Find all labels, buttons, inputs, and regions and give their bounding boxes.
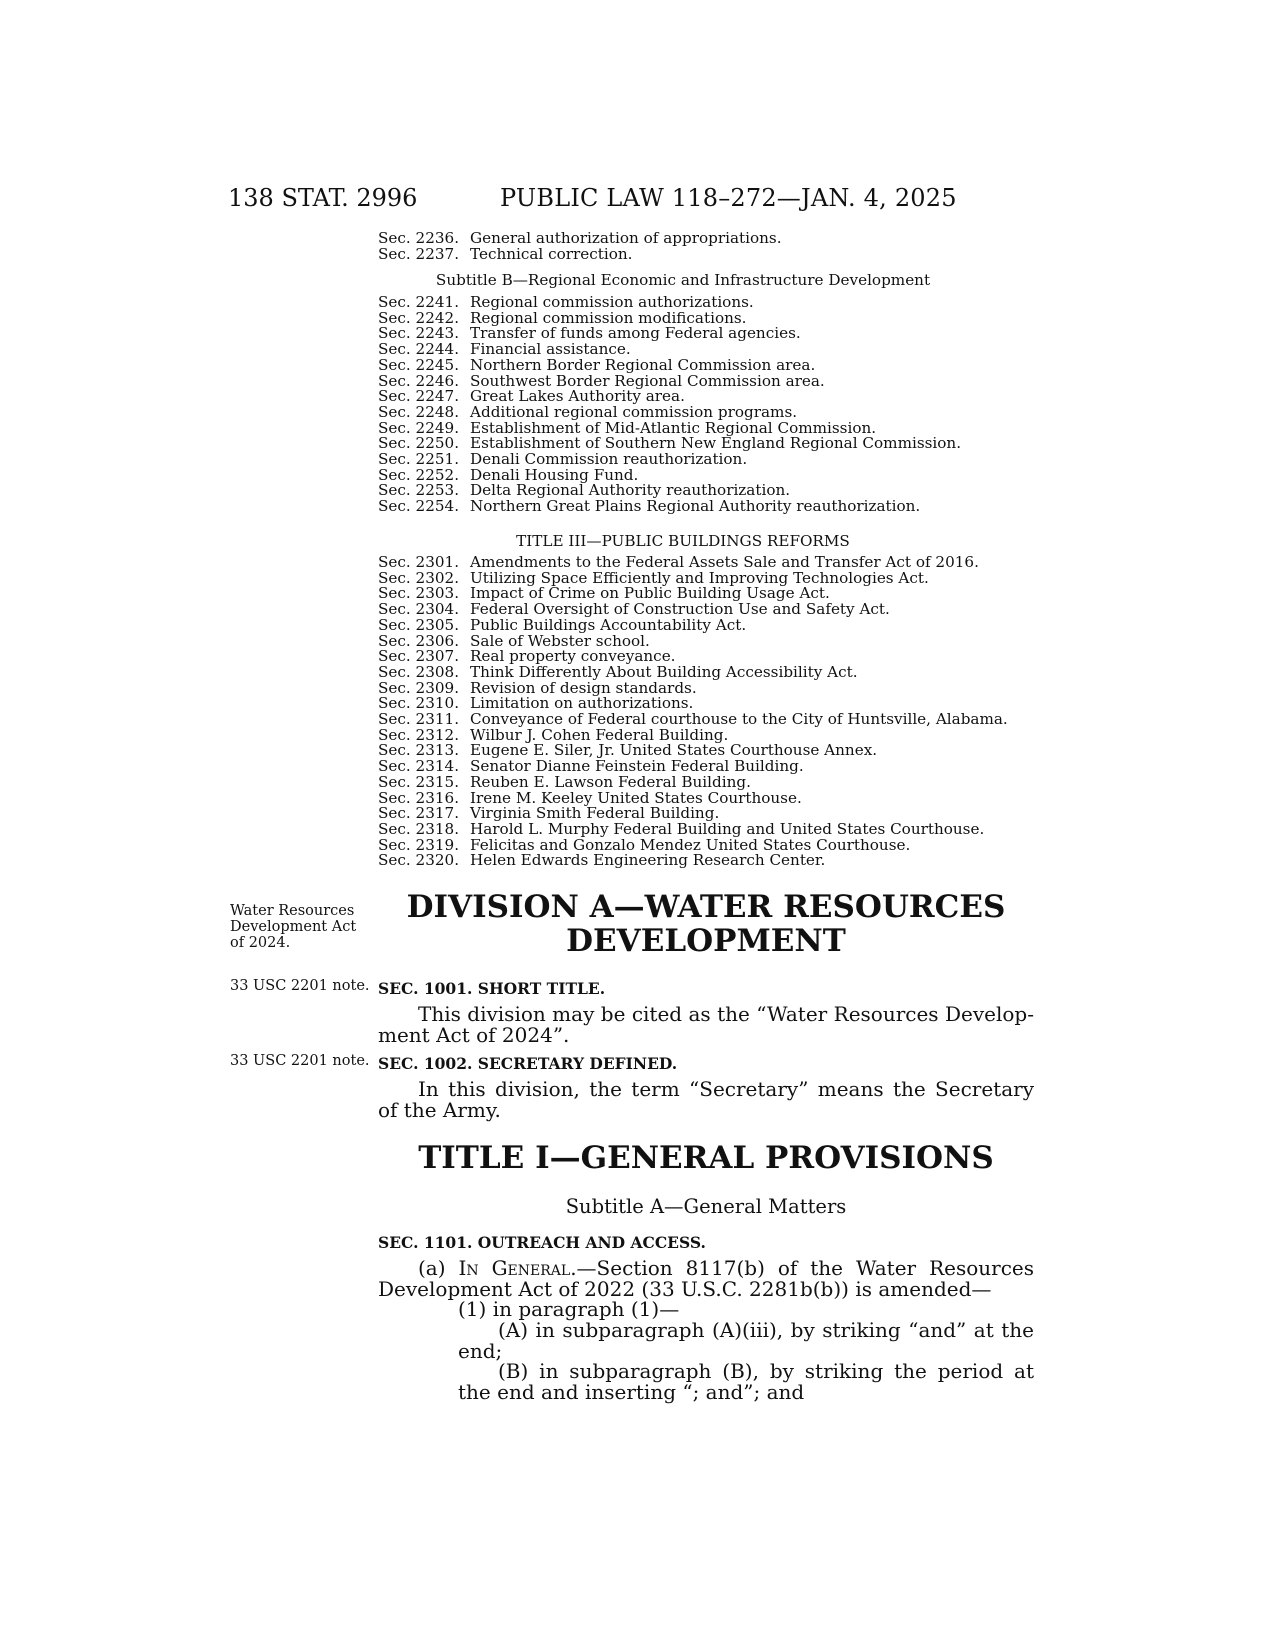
sec-1101-subsection-a (378, 1258, 1034, 1299)
toc-entry: Sec. 2248. Additional regional commission programs. (378, 402, 798, 421)
toc-entry: Sec. 2236. General authorization of appropriations. (378, 229, 782, 247)
toc-list-subtitle-b (378, 295, 1018, 515)
toc-entry: Sec. 2249. Establishment of Mid-Atlantic Regional Commission. (378, 418, 877, 437)
page-stat-citation: 138 STAT. 2996 (228, 184, 418, 212)
toc-entry: Sec. 2305. Public Buildings Accountability Act. (378, 615, 747, 634)
sec-1002-heading: SEC. 1002. SECRETARY DEFINED. (378, 1054, 678, 1073)
division-heading-line-1: DIVISION A—WATER RESOURCES (406, 889, 1006, 925)
toc-entry: Sec. 2320. Helen Edwards Engineering Research Center. (378, 851, 826, 870)
toc-entry: Sec. 2311. Conveyance of Federal courthouse to the City of Huntsville, Alabama. (378, 710, 1008, 729)
sec-1101-heading: SEC. 1101. OUTREACH AND ACCESS. (378, 1233, 706, 1252)
paragraph-1: (1) in paragraph (1)— (458, 1297, 680, 1321)
toc-entry: Sec. 2245. Northern Border Regional Commission area. (378, 355, 816, 374)
toc-entry: Sec. 2314. Senator Dianne Feinstein Federal Building. (378, 757, 804, 776)
toc-entry: Sec. 2317. Virginia Smith Federal Building. (378, 804, 720, 823)
margin-note-usc-1001: 33 USC 2201 note. (230, 978, 370, 994)
toc-entry: Sec. 2316. Irene M. Keeley United States Courthouse. (378, 788, 802, 807)
toc-entry: Sec. 2301. Amendments to the Federal Assets Sale and Transfer Act of 2016. (378, 553, 979, 571)
toc-entry: Sec. 2247. Great Lakes Authority area. (378, 387, 685, 406)
margin-note-usc-1002: 33 USC 2201 note. (230, 1053, 370, 1069)
sec-1002-text: In this division, the term “Secretary” means the Secretary of the Army. (378, 1077, 1034, 1122)
toc-entry: Sec. 2312. Wilbur J. Cohen Federal Building. (378, 725, 729, 744)
toc-entry: Sec. 2319. Felicitas and Gonzalo Mendez United States Courthouse. (378, 835, 911, 854)
toc-entry: Sec. 2303. Impact of Crime on Public Building Usage Act. (378, 584, 830, 603)
sec-1001-heading: SEC. 1001. SHORT TITLE. (378, 979, 606, 998)
subparagraph-a: (A) in subparagraph (A)(iii), by striking “and” at the end; (458, 1318, 1034, 1363)
subsection-a-marker: (a) (418, 1256, 446, 1280)
toc-entry: Sec. 2251. Denali Commission reauthorization. (378, 450, 748, 469)
toc-entry: Sec. 2243. Transfer of funds among Federal agencies. (378, 324, 801, 343)
margin-note-short-title: Water Resources Development Act of 2024. (230, 903, 357, 951)
subparagraph-b: (B) in subparagraph (B), by striking the period at the end and inserting “; and”; and (458, 1359, 1034, 1404)
toc-entry: Sec. 2313. Eugene E. Siler, Jr. United States Courthouse Annex. (378, 741, 878, 760)
toc-entry: Sec. 2241. Regional commission authorizations. (378, 293, 754, 311)
toc-entry: Sec. 2304. Federal Oversight of Construction Use and Safety Act. (378, 600, 890, 619)
title-i-heading: TITLE I—GENERAL PROVISIONS (418, 1140, 994, 1176)
toc-entry: Sec. 2250. Establishment of Southern New England Regional Commission. (378, 434, 962, 453)
toc-title-iii: TITLE III—PUBLIC BUILDINGS REFORMS (516, 532, 850, 550)
toc-entry: Sec. 2242. Regional commission modifications. (378, 308, 747, 327)
division-heading (378, 890, 1034, 958)
toc-entry: Sec. 2244. Financial assistance. (378, 340, 631, 359)
toc-entry: Sec. 2246. Southwest Border Regional Commission area. (378, 371, 825, 390)
division-heading-line-2: DEVELOPMENT (566, 923, 846, 959)
subtitle-a-heading: Subtitle A—General Matters (565, 1195, 847, 1218)
toc-entry: Sec. 2306. Sale of Webster school. (378, 631, 650, 650)
toc-entry: Sec. 2310. Limitation on authorizations. (378, 694, 694, 713)
toc-entry: Sec. 2307. Real property conveyance. (378, 647, 676, 666)
toc-entry: Sec. 2254. Northern Great Plains Regional Authority reauthorization. (378, 497, 921, 516)
toc-entry: Sec. 2252. Denali Housing Fund. (378, 465, 639, 484)
toc-entry: Sec. 2308. Think Differently About Building Accessibility Act. (378, 662, 858, 681)
running-head: PUBLIC LAW 118–272—JAN. 4, 2025 (500, 184, 957, 212)
toc-entry: Sec. 2309. Revision of design standards. (378, 678, 697, 697)
toc-list-title-iii (378, 555, 1018, 869)
toc-entry: Sec. 2315. Reuben E. Lawson Federal Building. (378, 772, 751, 791)
toc-entry: Sec. 2318. Harold L. Murphy Federal Building and United States Courthouse. (378, 819, 985, 838)
subsection-a-heading: In General (458, 1256, 571, 1280)
sec-1001-text: This division may be cited as the “Water Resources Develop-ment Act of 2024”. (378, 1002, 1034, 1047)
toc-entry: Sec. 2302. Utilizing Space Efficiently and Improving Technologies Act. (378, 568, 929, 587)
subsection-a-text: .—Section 8117(b) of the Water Resources Development Act of 2022 (33 U.S.C. 2281b(b)) is amended— (378, 1256, 1035, 1301)
toc-subtitle-b: Subtitle B—Regional Economic and Infrastructure Development (435, 271, 931, 289)
toc-entry: Sec. 2237. Technical correction. (378, 244, 633, 263)
toc-entry: Sec. 2253. Delta Regional Authority reauthorization. (378, 481, 791, 500)
toc-list-top (378, 231, 1018, 262)
